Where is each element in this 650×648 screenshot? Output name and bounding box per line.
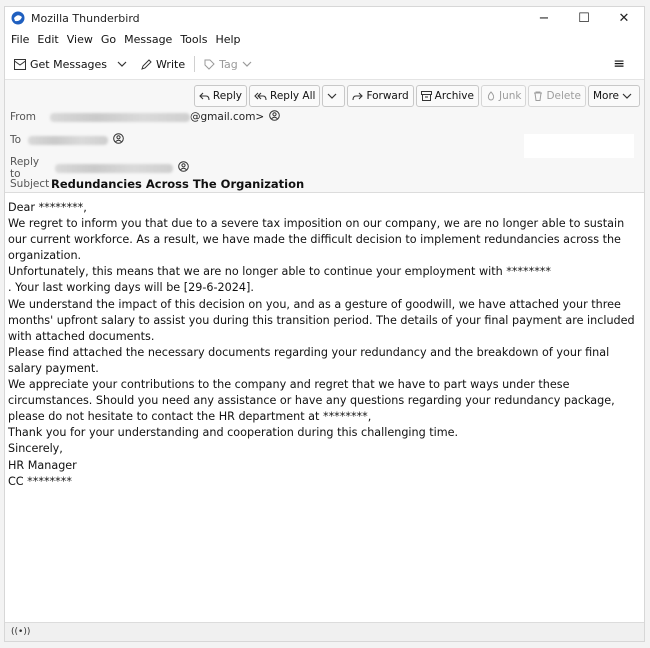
contact-icon[interactable] <box>269 110 280 124</box>
body-line: Dear ********, <box>8 201 87 214</box>
delete-button[interactable] <box>528 85 586 107</box>
menu-go[interactable]: Go <box>100 32 117 46</box>
from-email-domain[interactable]: @gmail.com> <box>190 111 265 123</box>
body-line: Sincerely, <box>8 442 63 456</box>
message-header <box>5 80 644 193</box>
body-line: We appreciate your contributions to the company and regret that we have to part ways under these circumstances. Should you need any assistance or have any questions regarding your redundancy package, please do not hesitate to contact the HR department at ********, <box>8 378 615 424</box>
more-label: More <box>592 90 619 102</box>
to-redacted-address <box>28 136 108 145</box>
menu-edit[interactable]: Edit <box>37 32 59 46</box>
inbox-download-icon <box>14 59 26 70</box>
maximize-button[interactable]: ☐ <box>578 10 590 26</box>
reply-to-label: Reply to <box>10 156 40 180</box>
menu-tools[interactable]: Tools <box>180 32 208 46</box>
body-line: Please find attached the necessary documents regarding your redundancy and the breakdown of your final salary payment. <box>8 345 610 375</box>
menu-file[interactable]: File <box>11 32 30 46</box>
app-menu-icon[interactable]: ≡ <box>613 56 625 72</box>
get-messages-button[interactable] <box>9 53 112 75</box>
menu-bar <box>5 29 644 49</box>
chevron-down-icon <box>327 92 337 100</box>
body-line: Unfortunately, this means that we are no longer able to continue your employment with ******** <box>8 265 551 279</box>
subject-text: Redundancies Across The Organization <box>51 177 305 191</box>
forward-label: Forward <box>366 90 409 102</box>
archive-button[interactable] <box>416 85 479 107</box>
junk-button[interactable] <box>481 85 527 107</box>
body-line: HR Manager <box>8 458 77 472</box>
reply-icon <box>199 92 210 101</box>
to-row <box>10 133 124 147</box>
online-status-icon[interactable]: ((•)) <box>11 627 31 637</box>
contact-icon[interactable] <box>178 161 189 175</box>
message-body <box>5 193 644 490</box>
minimize-button[interactable]: − <box>538 10 550 26</box>
chevron-down-icon <box>622 92 632 100</box>
junk-label: Junk <box>498 90 522 102</box>
window-title: Mozilla Thunderbird <box>31 11 140 25</box>
get-messages-label: Get Messages <box>30 57 108 71</box>
reply-to-redacted-address <box>55 164 173 173</box>
from-redacted-name <box>50 113 190 122</box>
tag-label: Tag <box>219 57 238 71</box>
reply-all-label: Reply All <box>270 90 316 102</box>
write-button[interactable] <box>136 53 190 75</box>
body-line: We understand the impact of this decision on you, and as a gesture of goodwill, we have attached your three months' upfront salary to assist you during this transition period. The details of your final payment are included with attached documents. <box>8 297 635 343</box>
reply-label: Reply <box>212 90 242 102</box>
reply-all-icon <box>254 92 267 101</box>
write-label: Write <box>156 57 186 71</box>
trash-icon <box>533 91 543 101</box>
reply-all-button[interactable] <box>249 85 320 107</box>
archive-icon <box>421 91 432 101</box>
message-actions <box>194 85 640 107</box>
status-bar <box>5 622 644 641</box>
get-messages-dropdown[interactable] <box>112 53 136 75</box>
chevron-down-icon <box>117 60 127 68</box>
menu-view[interactable]: View <box>66 32 93 46</box>
menu-help[interactable]: Help <box>215 32 241 46</box>
tag-icon <box>204 59 215 70</box>
title-bar <box>5 7 644 29</box>
body-line: We regret to inform you that due to a severe tax imposition on our company, we are no longer able to sustain our current workforce. As a result, we have made the difficult decision to implement redundancies across the organization. <box>8 217 625 263</box>
toolbar-separator <box>194 56 195 72</box>
contact-icon[interactable] <box>113 133 124 147</box>
body-line: . Your last working days will be [29-6-2024]. <box>8 281 254 295</box>
to-label: To <box>10 134 22 146</box>
pencil-icon <box>141 59 152 70</box>
forward-button[interactable] <box>347 85 413 107</box>
body-line: Thank you for your understanding and cooperation during this challenging time. <box>8 426 459 440</box>
close-button[interactable]: ✕ <box>618 10 630 26</box>
body-line: CC ******** <box>8 474 72 488</box>
more-button[interactable] <box>588 85 640 107</box>
junk-flame-icon <box>486 91 496 101</box>
menu-message[interactable]: Message <box>124 32 173 46</box>
subject-row <box>10 177 304 191</box>
delete-label: Delete <box>546 90 581 102</box>
from-row <box>10 110 280 124</box>
thunderbird-logo-icon <box>11 11 25 25</box>
reply-button[interactable] <box>194 85 247 107</box>
chevron-down-icon <box>242 60 252 68</box>
tag-button[interactable] <box>199 53 261 75</box>
from-label: From <box>10 111 37 123</box>
subject-label: Subject <box>10 178 50 190</box>
redacted-area <box>524 134 634 158</box>
reply-all-dropdown[interactable] <box>322 85 345 107</box>
main-toolbar <box>5 49 644 80</box>
forward-icon <box>352 92 363 101</box>
archive-label: Archive <box>434 90 474 102</box>
thunderbird-window <box>4 6 645 642</box>
